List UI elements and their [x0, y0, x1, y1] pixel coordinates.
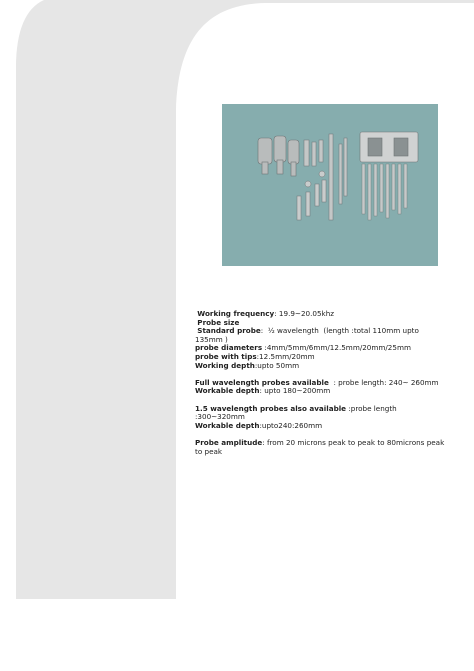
spec-one-five-workable-depth: Workable depth:upto240:260mm	[195, 420, 323, 430]
gray-panel	[16, 0, 474, 599]
spec-probe-diameters: probe diameters :4mm/5mm/6mm/12.5mm/20mm/25mm	[195, 343, 411, 353]
horn-group-left	[258, 136, 299, 176]
spec-full-wavelength: Full wavelength probes available : probe length: 240~ 260mm	[195, 377, 439, 387]
spec-working-frequency: Working frequency: 19.9~20.05khz	[197, 309, 335, 318]
spec-one-five-wavelength: 1.5 wavelength probes also available :probe length :300~320mm	[195, 403, 399, 422]
spec-probe-size: Probe size	[197, 317, 240, 327]
horn-block-right	[360, 132, 418, 162]
specifications-text	[195, 310, 445, 456]
spec-working-depth: Working depth:upto 50mm	[195, 360, 300, 370]
spec-full-workable-depth: Workable depth: upto 180~200mm	[195, 386, 331, 396]
spec-probe-amplitude: Probe amplitude: from 20 microns peak to peak to 80microns peak to peak	[195, 437, 447, 456]
product-photo	[222, 104, 438, 266]
spec-probe-with-tips: probe with tips:12.5mm/20mm	[195, 351, 315, 361]
spec-standard-probe: Standard probe: ½ wavelength (length :total 110mm upto 135mm )	[195, 326, 422, 344]
